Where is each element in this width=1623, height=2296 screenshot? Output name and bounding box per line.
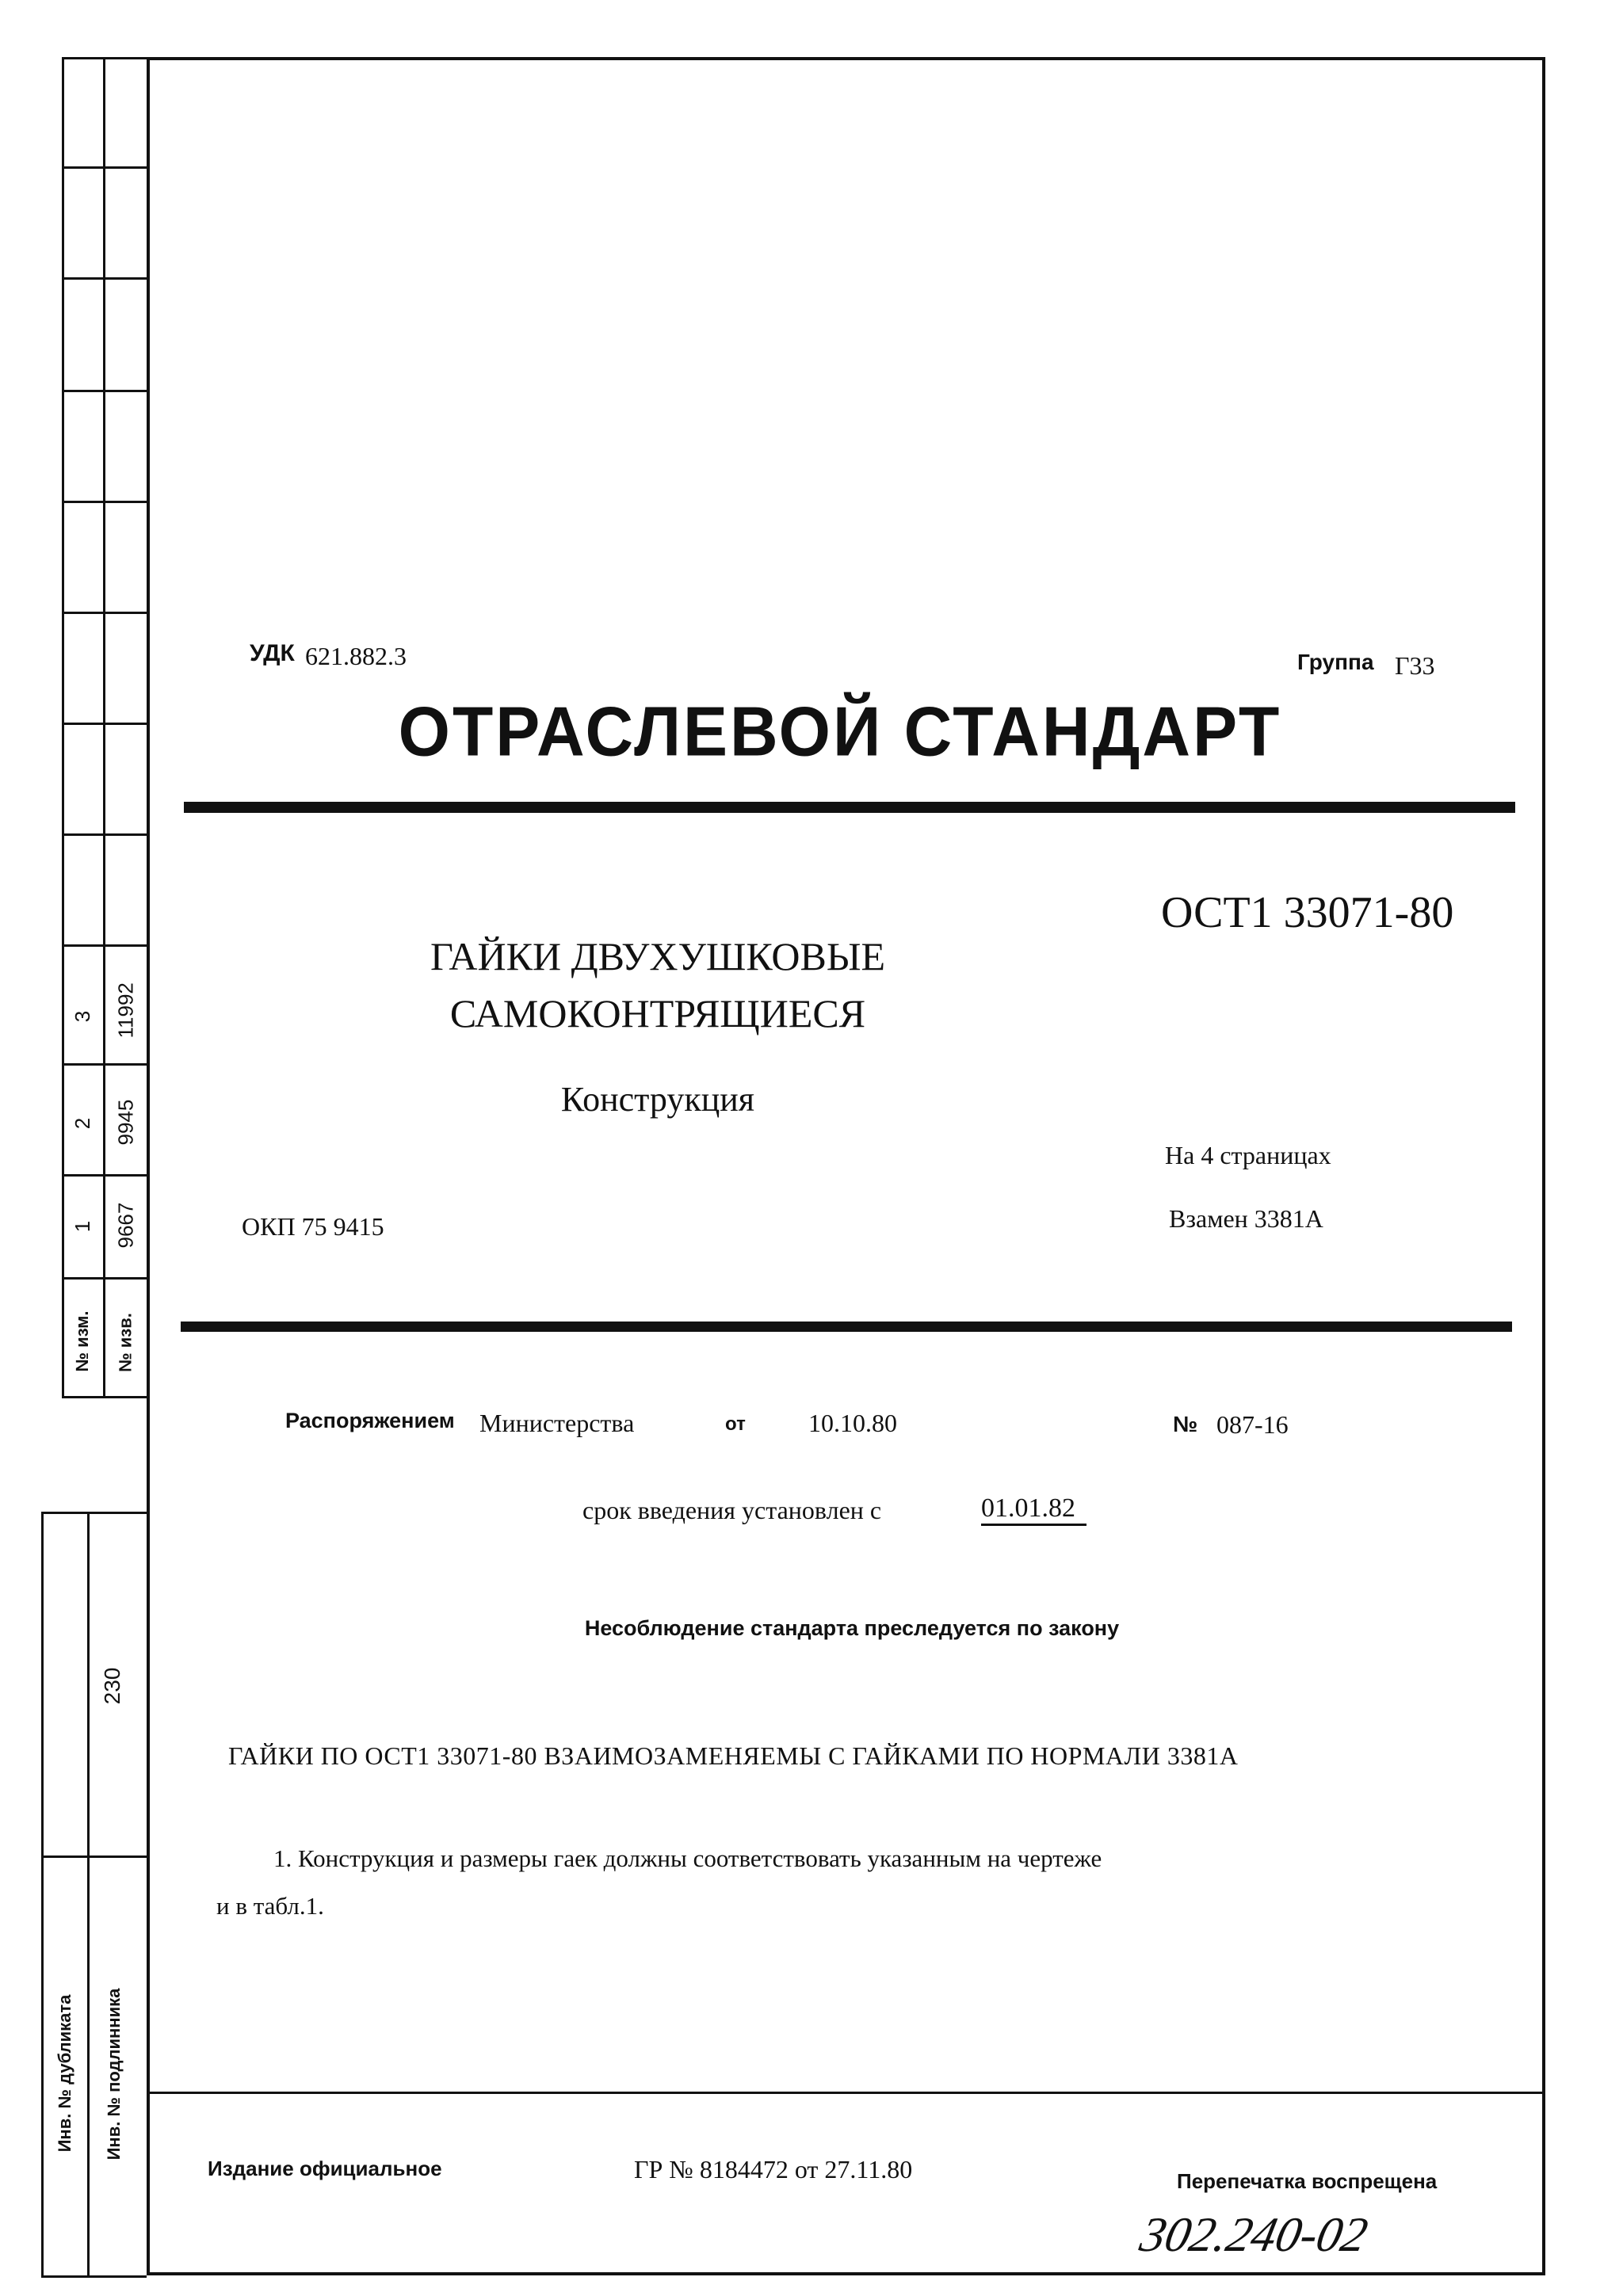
effective-date: 01.01.82	[981, 1493, 1086, 1526]
okp-code: ОКП 75 9415	[242, 1212, 384, 1241]
udk-label: УДК	[250, 640, 295, 666]
revision-strip	[62, 57, 147, 1396]
product-title-line2: САМОКОНТРЯЩИЕСЯ	[449, 991, 866, 1035]
page-frame	[147, 57, 1545, 2275]
notice-number-2: 9945	[113, 1099, 138, 1146]
block-rule	[181, 1322, 1512, 1332]
notice-number-1: 9667	[113, 1202, 138, 1249]
original-inventory-label: Инв. № подлинника	[104, 1988, 124, 2161]
interchange-note: ГАЙКИ ПО ОСТ1 33071-80 ВЗАИМОЗАМЕНЯЕМЫ С ГАЙКАМИ ПО НОРМАЛИ 3381А	[228, 1741, 1239, 1770]
udk-value: 621.882.3	[305, 642, 407, 670]
effective-text: срок введения установлен с	[582, 1496, 882, 1524]
inventory-strip	[41, 1512, 147, 2275]
product-title-line1: ГАЙКИ ДВУХУШКОВЫЕ	[430, 934, 886, 978]
change-number-3: 3	[71, 1010, 94, 1023]
official-edition: Издание официальное	[208, 2157, 442, 2180]
change-number-1: 1	[71, 1220, 94, 1233]
notice-number-label: № изв.	[115, 1313, 136, 1372]
handwritten-note: 302.240-02	[1135, 2208, 1373, 2262]
registration-number: ГР № 8184472 от 27.11.80	[634, 2155, 913, 2183]
order-number: 087-16	[1216, 1410, 1289, 1439]
title-rule	[184, 802, 1515, 813]
order-from-label: от	[725, 1413, 746, 1435]
legal-notice: Несоблюдение стандарта преследуется по закону	[584, 1616, 1120, 1640]
duplicate-inventory-label: Инв. № дубликата	[55, 1994, 74, 2153]
order-date: 10.10.80	[808, 1409, 897, 1437]
main-title: ОТРАСЛЕВОЙ СТАНДАРТ	[398, 692, 1282, 771]
pages-info: На 4 страницах	[1165, 1141, 1331, 1169]
order-label: Распоряжением	[285, 1409, 455, 1432]
order-number-label: №	[1173, 1412, 1198, 1436]
clause-1-line1: 1. Конструкция и размеры гаек должны соответствовать указанным на чертеже	[273, 1844, 1102, 1872]
subtitle: Конструкция	[560, 1080, 755, 1119]
clause-1-line2: и в табл.1.	[216, 1892, 324, 1920]
change-number-label: № изм.	[72, 1310, 92, 1372]
footer-rule	[147, 2092, 1545, 2094]
replaces-info: Взамен 3381А	[1169, 1204, 1323, 1233]
reprint-prohibited: Перепечатка воспрещена	[1177, 2169, 1438, 2193]
notice-number-3: 11992	[113, 982, 138, 1039]
change-number-2: 2	[71, 1117, 94, 1130]
standard-number: ОСТ1 33071-80	[1161, 888, 1454, 937]
order-authority: Министерства	[479, 1409, 635, 1437]
original-inventory-number: 230	[100, 1667, 124, 1705]
group-label: Группа	[1297, 650, 1374, 674]
group-value: Г33	[1395, 651, 1435, 680]
